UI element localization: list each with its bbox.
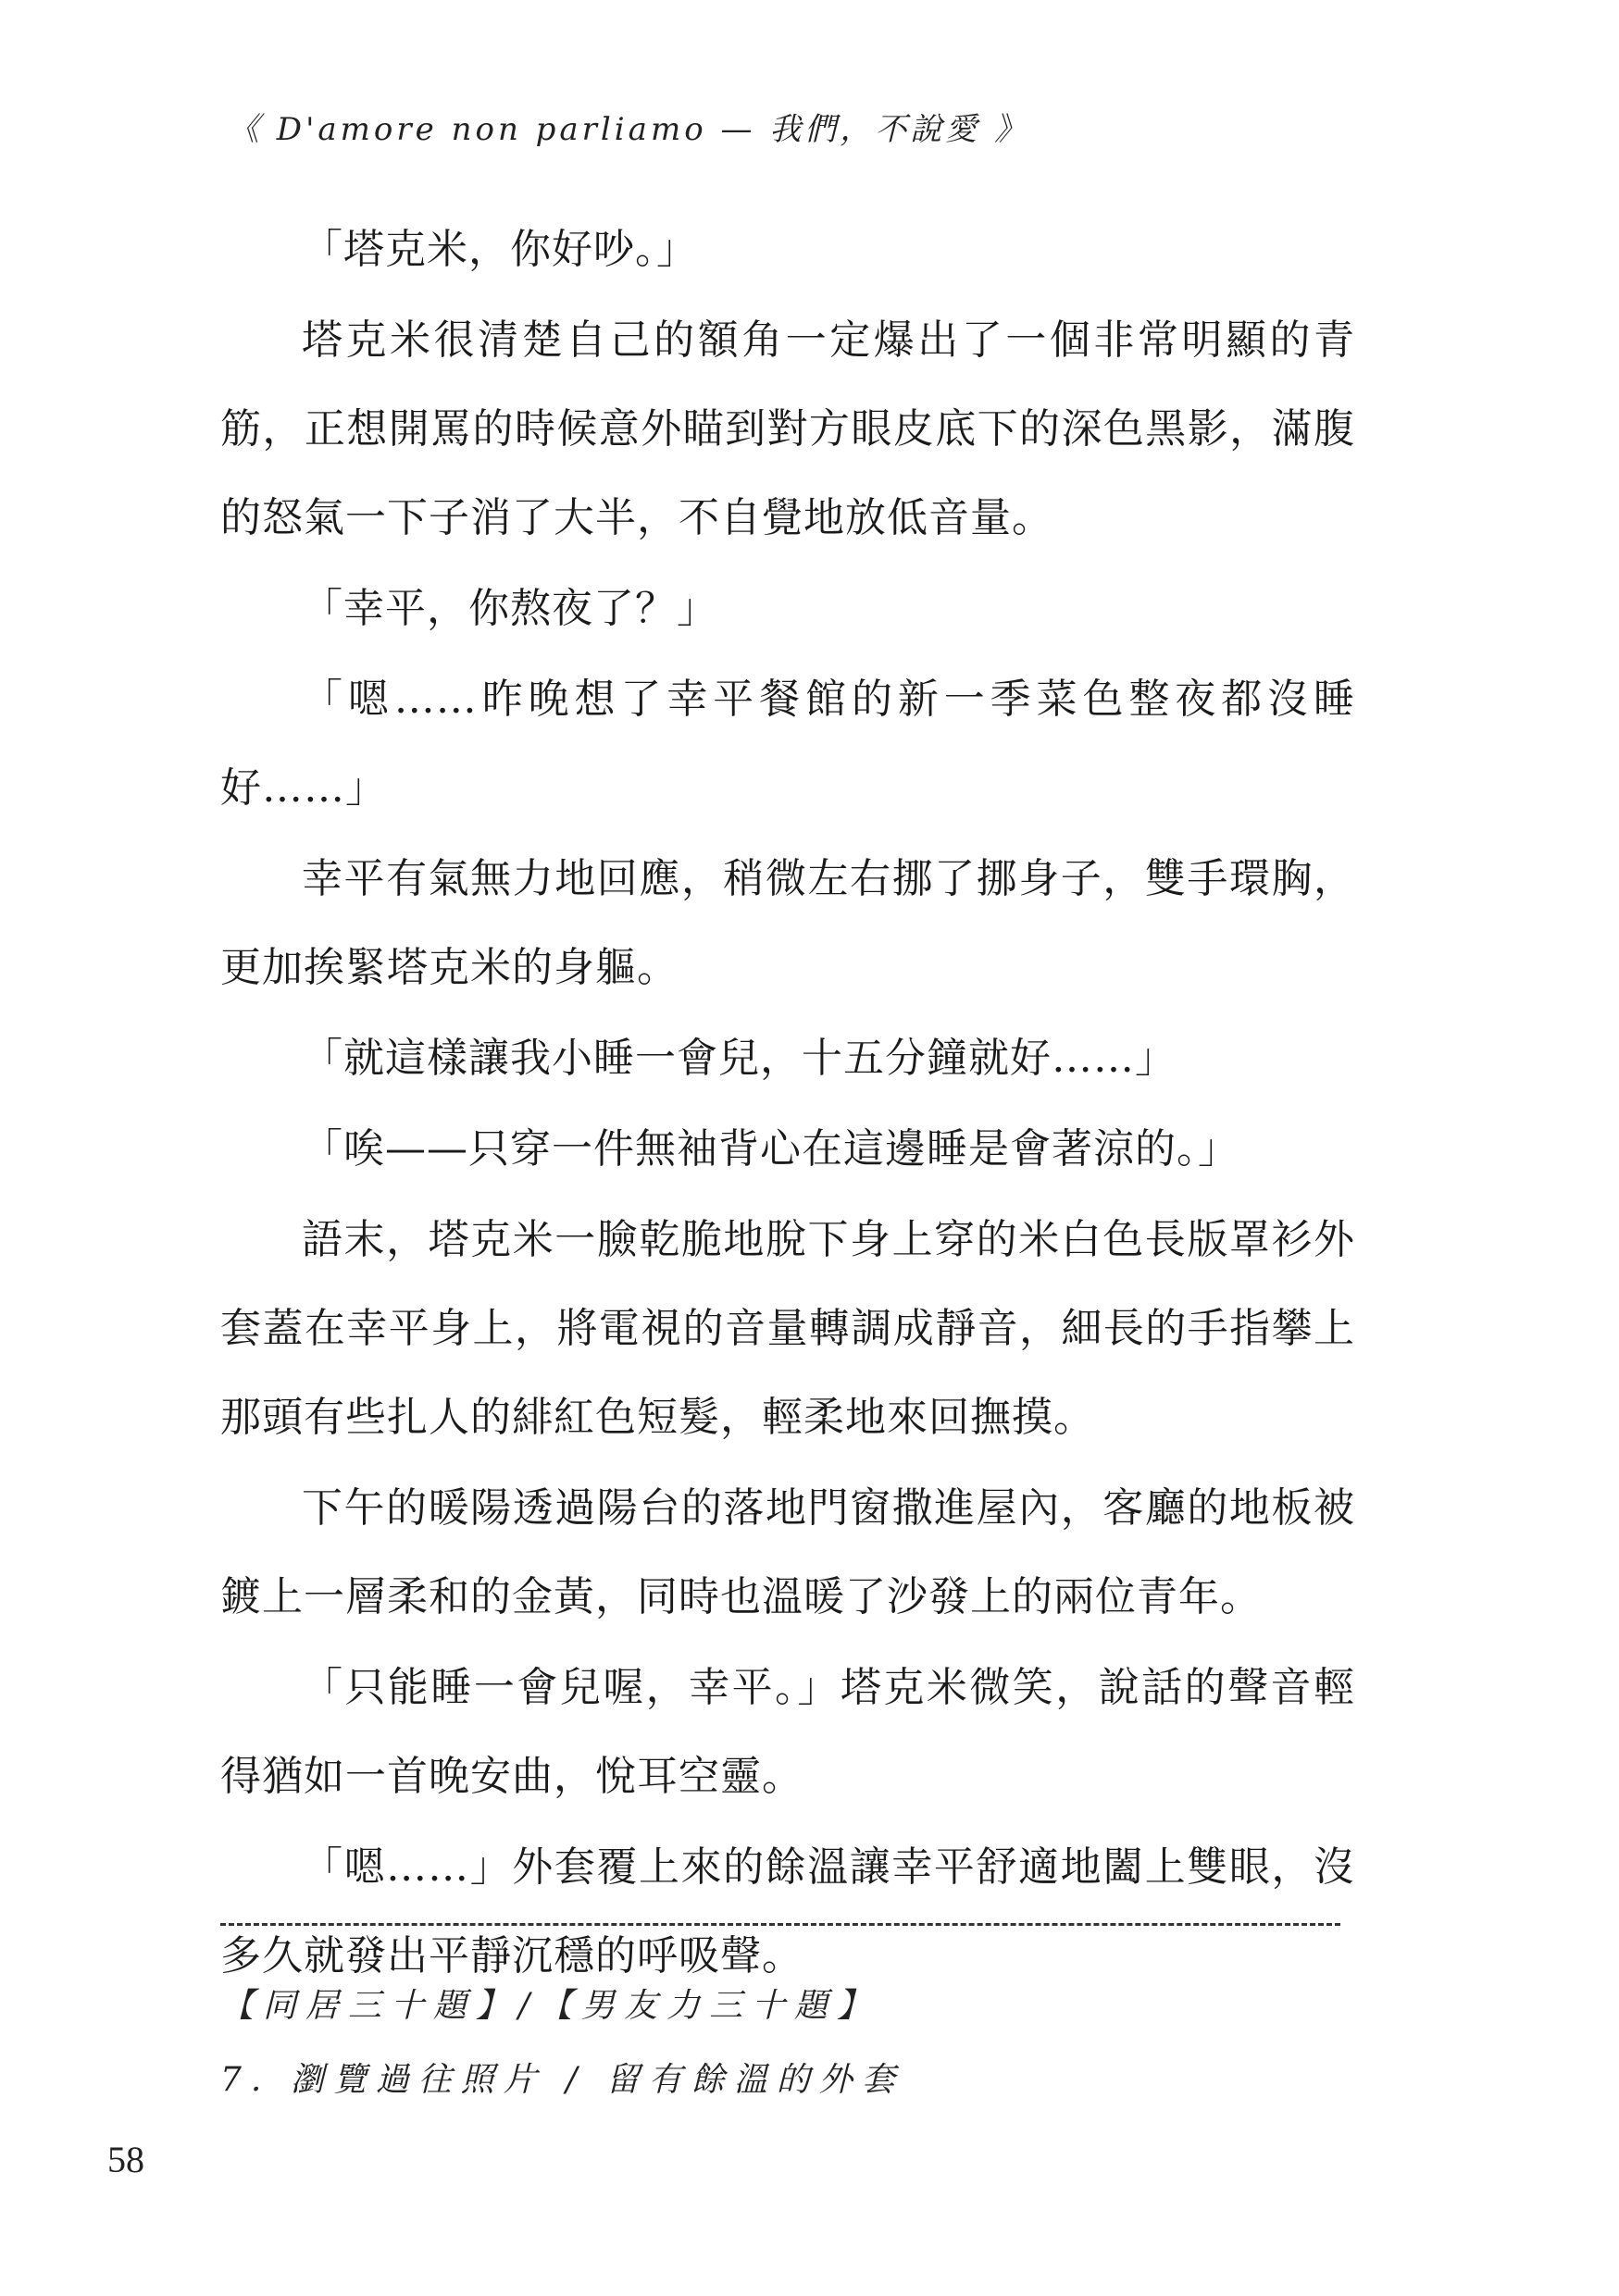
paragraph: 「嗯……昨晚想了幸平餐館的新一季菜色整夜都沒睡好……」 (220, 676, 1355, 812)
footnote-topics: 【同居三十題】/【男友力三十題】 (220, 1987, 880, 2025)
paragraph: 「只能睡一會兒喔，幸平。」塔克米微笑，說話的聲音輕得猶如一首晚安曲，悅耳空靈。 (220, 1664, 1355, 1800)
body-text (220, 205, 1355, 2001)
paragraph: 「嗯……」外套覆上來的餘溫讓幸平舒適地闔上雙眼，沒多久就發出平靜沉穩的呼吸聲。 (220, 1843, 1355, 1980)
paragraph: 「唉——只穿一件無袖背心在這邊睡是會著涼的。」 (302, 1125, 1239, 1173)
paragraph: 「塔克米，你好吵。」 (302, 226, 698, 273)
section-divider (220, 1923, 1340, 1926)
running-header: 《 D'amore non parliamo — 我們，不說愛 》 (228, 111, 1030, 148)
paragraph: 「幸平，你熬夜了？」 (302, 585, 718, 632)
paragraph: 塔克米很清楚自己的額角一定爆出了一個非常明顯的青筋，正想開罵的時候意外瞄到對方眼皮底下的深色黑影，滿腹的怒氣一下子消了大半，不自覺地放低音量。 (220, 316, 1355, 541)
footnote (220, 1969, 904, 2117)
paragraph: 「就這樣讓我小睡一會兒，十五分鐘就好……」 (302, 1035, 1177, 1082)
page-number: 58 (107, 2139, 144, 2180)
footnote-item: 7. 瀏覽過往照片 / 留有餘溫的外套 (220, 2061, 904, 2099)
paragraph: 下午的暖陽透過陽台的落地門窗撒進屋內，客廳的地板被鍍上一層柔和的金黃，同時也溫暖了沙發上的兩位青年。 (220, 1484, 1355, 1620)
paragraph: 語末，塔克米一臉乾脆地脫下身上穿的米白色長版罩衫外套蓋在幸平身上，將電視的音量轉調成靜音，細長的手指攀上那頭有些扎人的緋紅色短髮，輕柔地來回撫摸。 (220, 1216, 1355, 1441)
paragraph: 幸平有氣無力地回應，稍微左右挪了挪身子，雙手環胸，更加挨緊塔克米的身軀。 (220, 855, 1355, 991)
